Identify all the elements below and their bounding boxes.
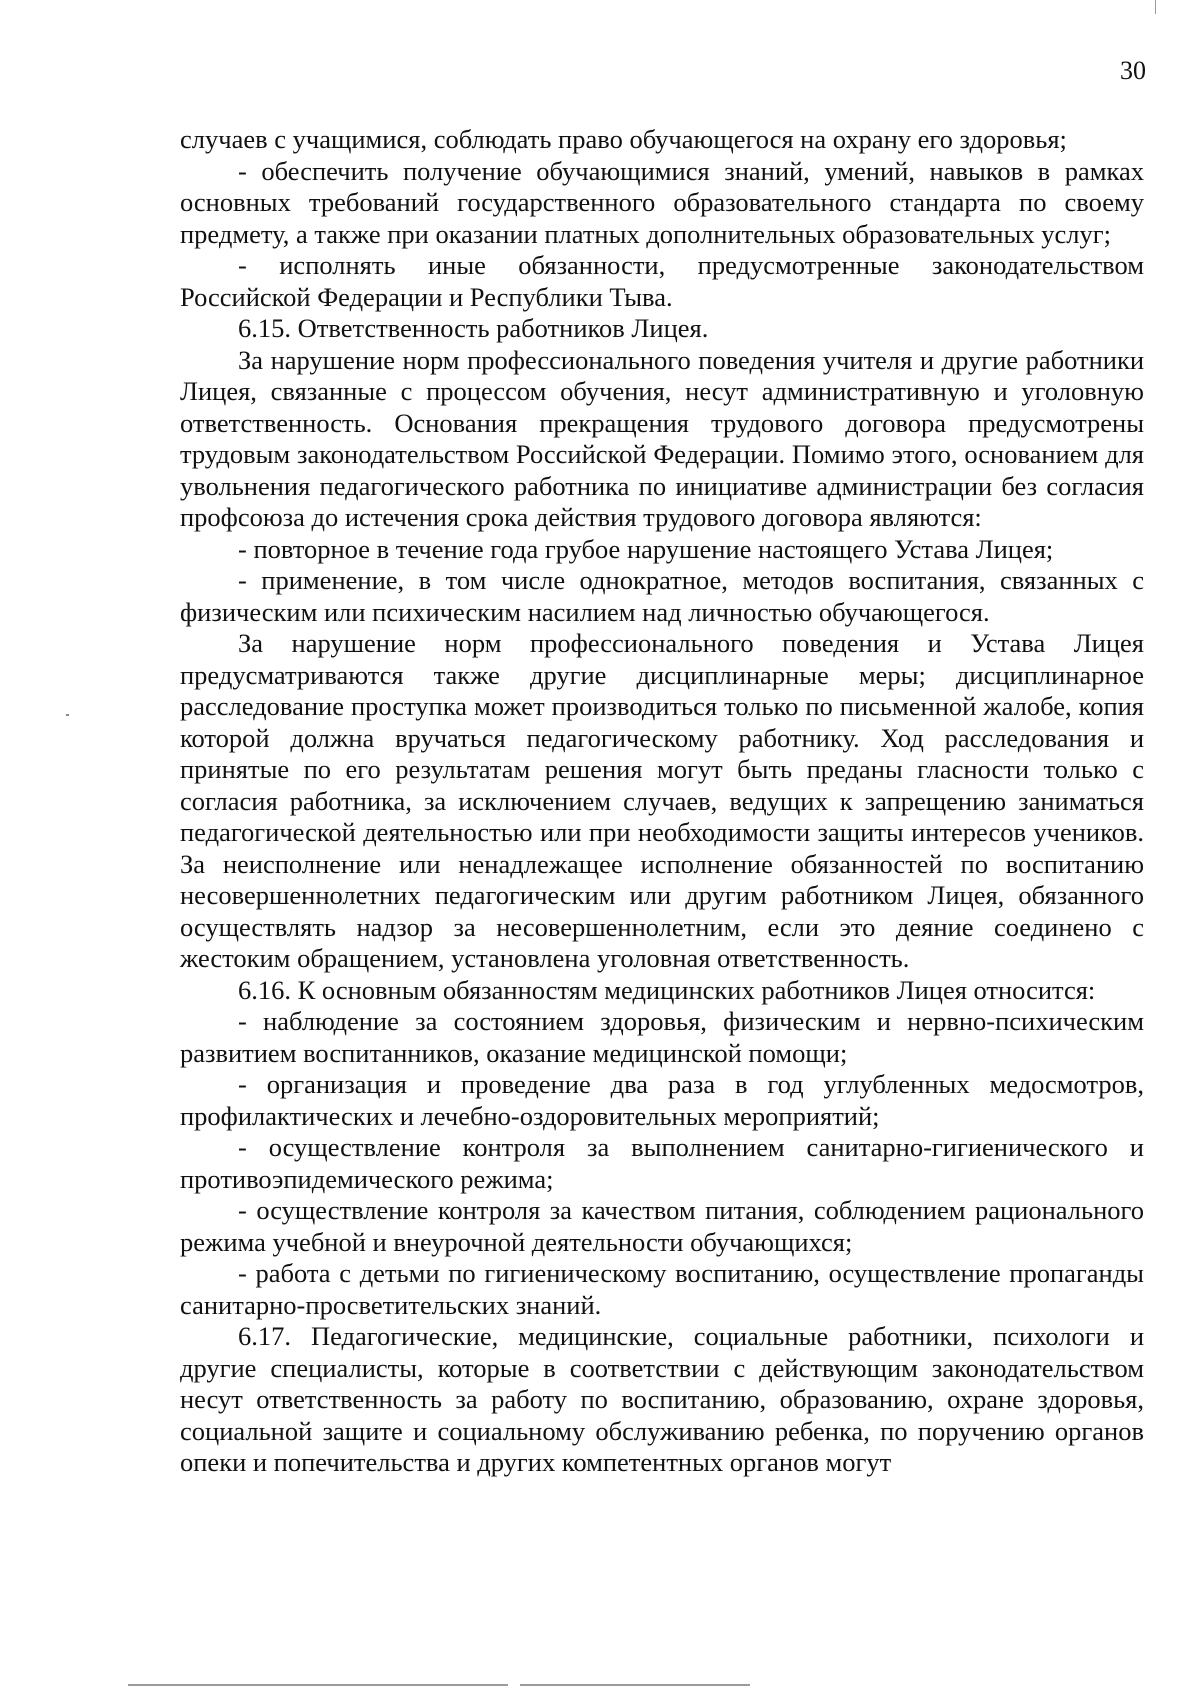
list-item: - осуществление контроля за выполнением санитарно-гигиенического и противоэпидемического режима; xyxy=(180,1132,1144,1194)
list-item: - работа с детьми по гигиеническому воспитанию, осуществление пропаганды санитарно-просветительских знаний. xyxy=(180,1258,1144,1320)
document-body xyxy=(180,124,1144,1479)
list-item: - организация и проведение два раза в год углубленных медосмотров, профилактических и лечебно-оздоровительных мероприятий; xyxy=(180,1069,1144,1131)
section-heading: 6.15. Ответственность работников Лицея. xyxy=(238,313,709,343)
scan-speck xyxy=(66,714,69,716)
paragraph: За нарушение норм профессионального поведения и Устава Лицея предусматриваются также другие дисциплинарные меры; дисциплинарное расследование проступка может производиться только по письменной жалобе, копия которой должна вручаться педагогическому работнику. Ход расследования и принятые по его результатам решения могут быть преданы гласности только с согласия работника, за исключением случаев, ведущих к запрещению заниматься педагогической деятельностью или при необходимости защиты интересов учеников. За неисполнение или ненадлежащее исполнение обязанностей по воспитанию несовершеннолетних педагогическим или другим работником Лицея, обязанного осуществлять надзор за несовершеннолетним, если это деяние соединено с жестоким обращением, установлена уголовная ответственность. xyxy=(180,628,1144,973)
paragraph: - исполнять иные обязанности, предусмотренные законодательством Российской Федерации и Республики Тыва. xyxy=(180,250,1144,312)
list-item: - осуществление контроля за качеством питания, соблюдением рационального режима учебной и внеурочной деятельности обучающихся; xyxy=(180,1195,1144,1257)
page-number: 30 xyxy=(1120,56,1146,85)
list-item: - наблюдение за состоянием здоровья, физическим и нервно-психическим развитием воспитанников, оказание медицинской помощи; xyxy=(180,1006,1144,1068)
paragraph: - обеспечить получение обучающимися знаний, умений, навыков в рамках основных требований государственного образовательного стандарта по своему предмету, а также при оказании платных дополнительных образовательных услуг; xyxy=(180,155,1144,249)
paragraph: За нарушение норм профессионального поведения учителя и другие работники Лицея, связанные с процессом обучения, несут административную и уголовную ответственность. Основания прекращения трудового договора предусмотрены трудовым законодательством Российской Федерации. Помимо этого, основанием для увольнения педагогического работника по инициативе администрации без согласия профсоюза до истечения срока действия трудового договора являются: xyxy=(180,344,1144,532)
list-item: - применение, в том числе однократное, методов воспитания, связанных с физическим или психическим насилием над личностью обучающегося. xyxy=(180,565,1144,627)
scan-artifact-line xyxy=(520,1684,750,1686)
paragraph: случаев с учащимися, соблюдать право обучающегося на охрану его здоровья; xyxy=(180,124,1067,154)
scan-artifact-line xyxy=(128,1684,508,1686)
section-heading: 6.16. К основным обязанностям медицинских работников Лицея относится: xyxy=(238,974,1096,1005)
section-heading: 6.17. Педагогические, медицинские, социальные работники, психологи и другие специалисты, которые в соответствии с действующим законодательством несут ответственность за работу по воспитанию, образованию, охране здоровья, социальной защите и социальному обслуживанию ребенка, по поручению органов опеки и попечительства и других компетентных органов могут xyxy=(180,1321,1144,1477)
list-item: - повторное в течение года грубое нарушение настоящего Устава Лицея; xyxy=(238,533,1054,564)
scan-edge-mark xyxy=(1155,0,1156,14)
